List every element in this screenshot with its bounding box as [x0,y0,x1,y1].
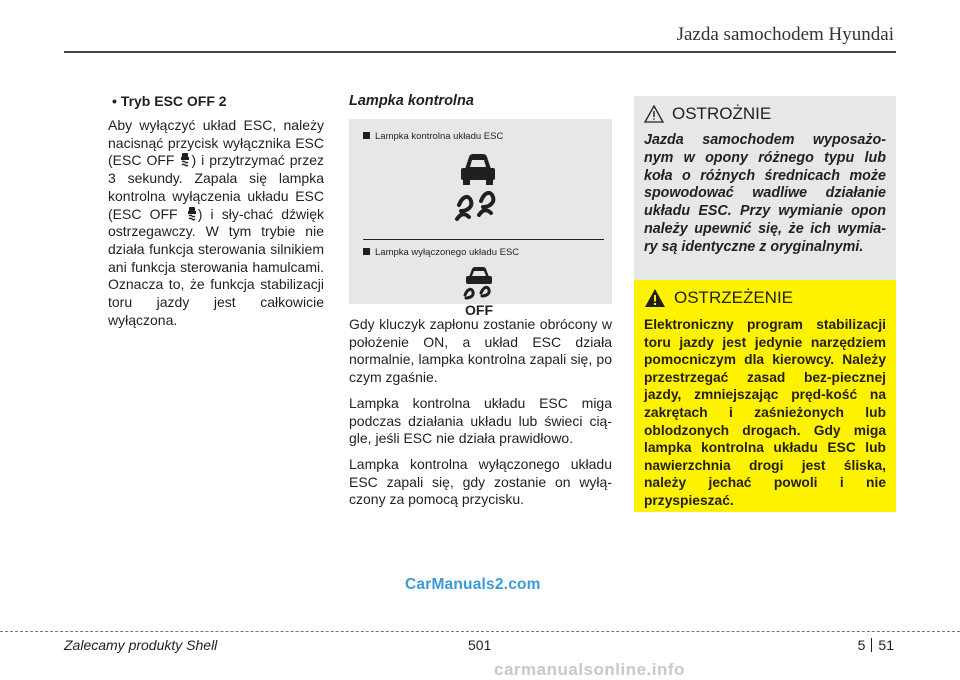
footer-chapter-page [858,637,894,653]
caution-title: OSTROŻNIE [672,104,772,123]
warning-lamp-paragraph-2: Lampka kontrolna układu ESC miga podczas działania układu lub świeci cią-gle, jeśli ESC nie działa prawidłowo. [349,394,612,447]
footer-chapter: 5 [857,637,866,653]
esc-off-2-text-part2: ) i przytrzymać przez 3 sekundy. Zapala się lampka kontrolna wyłączenia układu ESC (ESC OFF [108,152,324,222]
esc-off-2-section [108,93,324,329]
esc-off-2-text-part3: ) i sły-chać dźwięk ostrzegawczy. W tym trybie nie działa funkcja sterowania silnikiem ani funkcja sterowania hamulcami. Oznacza to, że funkcja stabilizacji toru jazdy jest całkowicie wyłączona. [108,205,324,328]
esc-off-lamp-text: OFF [465,302,493,318]
warning-lamp-paragraph-1: Gdy kluczyk zapłonu zostanie obrócony w położenie ON, a układ ESC działa normalnie, lampka kontrolna zapali się, po czym zgaśnie. [349,316,612,386]
bottom-watermark: carmanualsonline.info [494,660,685,679]
esc-off-button-icon [179,152,191,168]
esc-off-2-subhead: • Tryb ESC OFF 2 [112,93,227,109]
lamp-divider [363,239,604,240]
esc-off-indicator-icon [459,265,499,320]
carmanuals-watermark: CarManuals2.com [405,576,541,593]
footer-shell-note: Zalecamy produkty Shell [64,637,218,653]
warning-lamp-title: Lampka kontrolna [349,93,474,109]
warning-text: Elektroniczny program stabilizacji toru jazdy jest jedynie narzędziem pomocniczym dla kierowcy. Należy przestrzegać zasad bez-piecznej jazdy, zmniejszając pręd-kość na zakrętach i zaśnieżonych lub oblodzonych drogach. Gdy miga lampka kontrolna układu ESC lub nawierzchnia drogi jest śliska, należy jechać powoli i nie przyspieszać. [644,317,886,508]
caution-text: Jazda samochodem wyposażo-nym w opony różnego typu lub koła o różnych średnicach może spowodować wadliwe działanie układu ESC. Przy wymianie opon należy upewnić się, że ich wymia-ry są identyczne z oryginalnymi. [644,132,886,255]
footer-page-number: 501 [468,637,492,653]
warning-lamp-paragraph-3: Lampka kontrolna wyłączonego układu ESC zapali się, gdy zostanie on wyłą-czony za pomocą przycisku. [349,455,612,508]
esc-off-button-icon [186,206,198,222]
warning-box [634,280,896,512]
esc-off-2-text [108,117,324,329]
esc-lamp-label: Lampka kontrolna układu ESC [363,131,503,142]
esc-indicator-icon [453,149,503,229]
lamp-illustration-box [349,119,612,318]
header-rule [64,51,896,53]
esc-off-lamp-label: Lampka wyłączonego układu ESC [363,247,519,258]
footer-page: 51 [878,637,894,653]
header-title: Jazda samochodem Hyundai [676,24,894,45]
caution-triangle-icon [644,105,664,123]
warning-triangle-icon [644,288,666,308]
warning-heading [644,288,886,308]
warning-title: OSTRZEŻENIE [674,288,794,307]
esc-off-2-text-part1: Aby wyłączyć układ ESC, należy nacisnąć przycisk wyłącznika ESC (ESC OFF [108,117,324,169]
warning-lamp-section [349,93,612,517]
caution-box [634,96,896,281]
caution-heading [644,104,886,124]
footer-rule [0,631,960,632]
